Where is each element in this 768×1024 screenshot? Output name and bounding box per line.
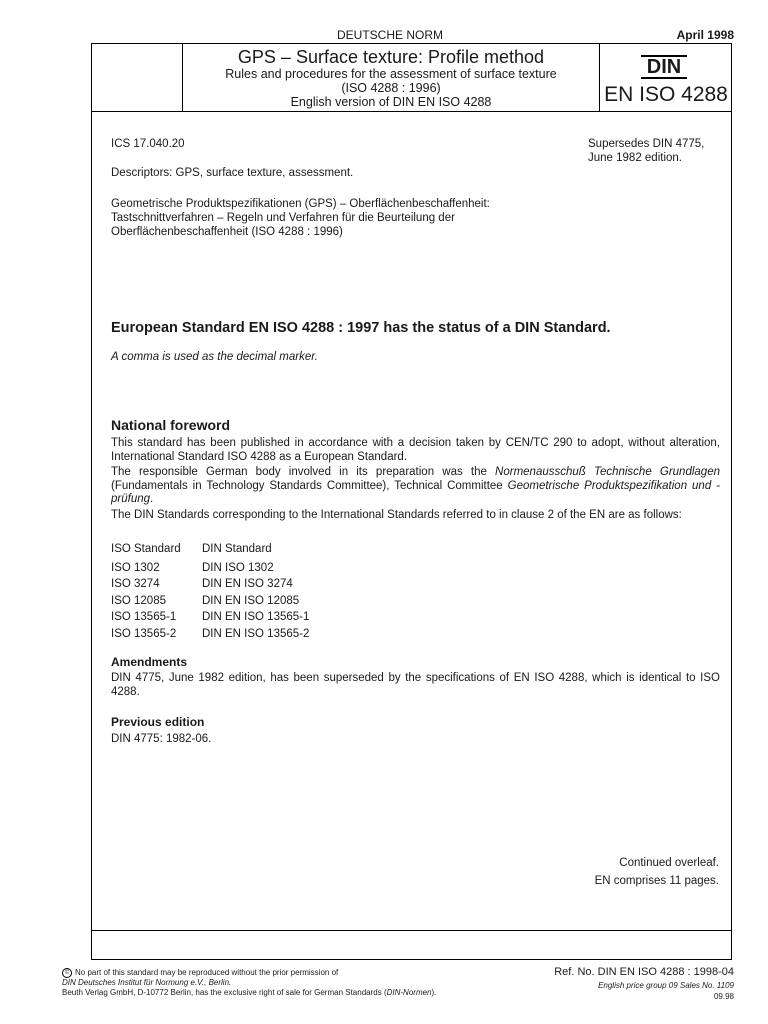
ics-code: ICS 17.040.20 xyxy=(111,138,185,150)
copyright-line-2: DIN Deutsches Institut für Normung e.V., Berlin. xyxy=(62,978,232,988)
table-cell-din: DIN EN ISO 12085 xyxy=(202,594,300,607)
table-header-row xyxy=(111,541,309,558)
table-row xyxy=(111,560,309,577)
foreword-paragraph-3: The DIN Standards corresponding to the International Standards referred to in clause 2 of the EN are as follows: xyxy=(111,509,682,521)
national-foreword-heading: National foreword xyxy=(111,417,231,433)
price-group: English price group 09 Sales No. 1109 xyxy=(598,981,734,990)
table-cell-din: DIN EN ISO 3274 xyxy=(202,578,293,590)
para2-text-c: . xyxy=(150,493,154,505)
copyright-notice xyxy=(62,968,436,998)
table-cell-iso: ISO 12085 xyxy=(111,594,166,607)
table-cell-din: DIN EN ISO 13565-1 xyxy=(202,611,310,623)
copyright-line-3b: ). xyxy=(431,988,437,998)
publication-date: April 1998 xyxy=(676,28,734,42)
main-title: GPS – Surface texture: Profile method xyxy=(237,47,545,67)
table-cell-iso: ISO 13565-2 xyxy=(111,627,177,640)
din-logo: DIN xyxy=(641,55,687,79)
standard-number: EN ISO 4288 xyxy=(604,83,728,106)
continuation-note xyxy=(595,854,719,890)
table-row xyxy=(111,626,309,643)
foreword-paragraph-1: This standard has been published in accordance with a decision taken by CEN/TC 290 to adopt, without alteration, International Standard ISO 4288 as a European Standard. xyxy=(111,437,720,463)
continued-overleaf: Continued overleaf. xyxy=(619,857,719,869)
copyright-line-1: No part of this standard may be reproduced without the prior permission of xyxy=(75,968,339,978)
table-row xyxy=(111,576,309,593)
amendments-text: DIN 4775, June 1982 edition, has been superseded by the specifications of EN ISO 4288, which is identical to ISO 4288. xyxy=(111,672,720,698)
committee-name: Normenausschuß Technische Grundlagen xyxy=(495,466,720,478)
copyright-icon: © xyxy=(62,968,72,978)
table-cell-iso: ISO 3274 xyxy=(111,578,160,590)
table-row xyxy=(111,609,309,626)
copyright-line-3a: Beuth Verlag GmbH, D-10772 Berlin, has the exclusive right of sale for German Standards ( xyxy=(62,988,387,998)
para2-text-b: (Fundamentals in Technology Standards Committee), Technical Committee xyxy=(111,479,508,492)
table-header-iso: ISO Standard xyxy=(111,543,181,555)
din-normen: DIN-Normen xyxy=(386,988,432,998)
bottom-rule xyxy=(91,930,732,931)
title-text-block xyxy=(183,47,599,109)
table-cell-iso: ISO 1302 xyxy=(111,561,160,574)
amendments-heading: Amendments xyxy=(111,655,188,669)
table-row xyxy=(111,593,309,610)
table-cell-iso: ISO 13565-1 xyxy=(111,611,177,623)
table-cell-din: DIN ISO 1302 xyxy=(202,561,274,574)
table-cell-din: DIN EN ISO 13565-2 xyxy=(202,627,310,640)
subtitle: Rules and procedures for the assessment of surface texture xyxy=(225,67,557,81)
norm-label: DEUTSCHE NORM xyxy=(336,28,443,42)
date-code: 09.98 xyxy=(713,992,734,1001)
table-header-din: DIN Standard xyxy=(202,543,272,555)
previous-edition-heading: Previous edition xyxy=(111,715,205,729)
page-count: EN comprises 11 pages. xyxy=(594,875,719,887)
previous-edition-text: DIN 4775: 1982-06. xyxy=(111,733,212,745)
german-title: Geometrische Produktspezifikationen (GPS) – Oberflächenbeschaffenheit: Tastschnittverfahren – Regeln und Verfahren für die Beurteilung der Oberflächenbeschaffenheit (ISO 4288 : 1996) xyxy=(111,198,490,238)
iso-reference: (ISO 4288 : 1996) xyxy=(341,81,441,95)
decimal-marker-note: A comma is used as the decimal marker. xyxy=(111,351,318,363)
reference-number: Ref. No. DIN EN ISO 4288 : 1998-04 xyxy=(554,966,734,978)
status-statement: European Standard EN ISO 4288 : 1997 has the status of a DIN Standard. xyxy=(111,320,611,336)
copyright-line-3 xyxy=(62,988,436,998)
foreword-paragraph-2 xyxy=(111,466,720,507)
descriptors: Descriptors: GPS, surface texture, assessment. xyxy=(111,167,354,179)
technical-committee-name: Geometrische Produktspezifikation und -prüfung xyxy=(111,479,720,505)
standards-table xyxy=(111,541,309,642)
supersedes-note: Supersedes DIN 4775, June 1982 edition. xyxy=(588,138,705,164)
para2-text-a: The responsible German body involved in its preparation was the xyxy=(111,466,496,478)
english-version-note: English version of DIN EN ISO 4288 xyxy=(290,95,492,109)
